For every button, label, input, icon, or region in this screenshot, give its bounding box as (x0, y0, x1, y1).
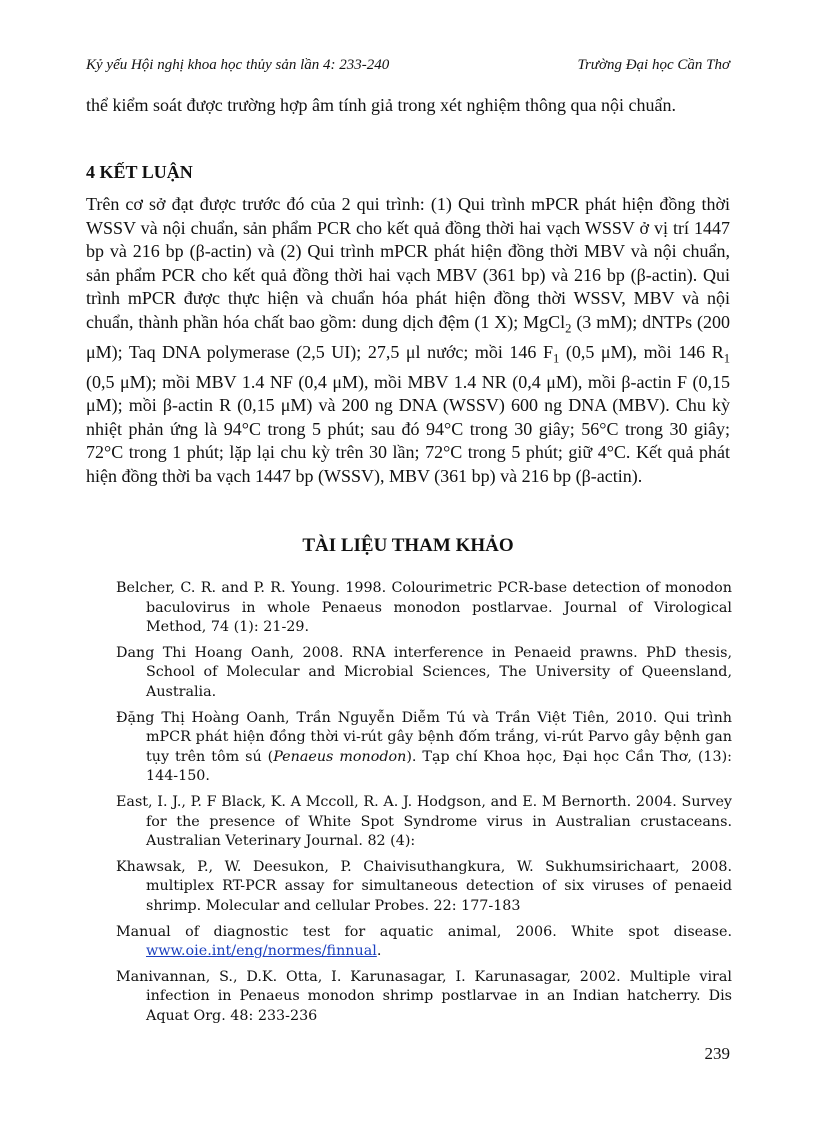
reference-item (116, 579, 732, 638)
references-list (116, 579, 732, 1032)
reference-link[interactable]: www.oie.int/eng/normes/finnual (146, 943, 377, 960)
page-number: 239 (704, 1044, 730, 1063)
references-title: TÀI LIỆU THAM KHẢO (302, 535, 514, 556)
reference-text: Khawsak, P., W. Deesukon, P. Chaivisuthangkura, W. Sukhumsirichaart, 2008. multiplex RT-PCR assay for simultaneous detection of six viruses of penaeid shrimp. Molecular and cellular Probes. 22: 177-183 (116, 858, 732, 914)
subscript: 1 (553, 351, 560, 366)
reference-item (116, 644, 732, 703)
reference-text: Belcher, C. R. and P. R. Young. 1998. Colourimetric PCR-base detection of monodon baculovirus in whole Penaeus monodon postlarvae. Journal of Virological Method, 74 (1): 21-29. (116, 580, 732, 636)
conclusion-text-1: Trên cơ sở đạt được trước đó của 2 qui trình: (1) Qui trình mPCR phát hiện đồng thời WSSV và nội chuẩn, sản phẩm PCR cho kết quả đồng thời hai vạch WSSV ở vị trí 1447 bp và 216 bp (β-actin) và (2) Qui trình mPCR phát hiện đồng thời MBV và nội chuẩn, sản phẩm PCR cho kết quả đồng thời hai vạch MBV (361 bp) và 216 bp (β-actin). Qui trình mPCR được thực hiện và chuẩn hóa phát hiện đồng thời WSSV, MBV và nội chuẩn, thành phần hóa chất bao gồm: dung dịch đệm (1 X); MgCl (86, 194, 730, 332)
reference-text: East, I. J., P. F Black, K. A Mccoll, R. A. J. Hodgson, and E. M Bernorth. 2004. Survey for the presence of White Spot Syndrome virus in Australian crustaceans. Australian Veterinary Journal. 82 (4): (116, 793, 732, 850)
conclusion-text-4: (0,5 μM); mồi MBV 1.4 NF (0,4 μM), mồi MBV 1.4 NR (0,4 μM), mồi β-actin F (0,15 μM); mồi β-actin R (0,15 μM) và 200 ng DNA (WSSV) 600 ng DNA (MBV). Chu kỳ nhiệt phản ứng là 94°C trong 5 phút; sau đó 94°C trong 30 giây; 56°C trong 30 giây; 72°C trong 1 phút; lặp lại chu kỳ trên 30 lần; 72°C trong 5 phút; giữ 4°C. Kết quả phát hiện đồng thời ba vạch 1447 bp (WSSV), MBV (361 bp) và 216 bp (β-actin). (86, 371, 730, 486)
reference-item (116, 709, 732, 787)
conclusion-text-2: (3 mM); dNTPs (200 μM); Taq DNA polymerase (2,5 UI); 27,5 μl nước; mồi 146 F (86, 311, 730, 362)
journal-title: Kỷ yếu Hội nghị khoa học thủy sản lần 4: 233-240 (86, 57, 390, 73)
intro-paragraph: thể kiểm soát được trường hợp âm tính giả trong xét nghiệm thông qua nội chuẩn. (86, 95, 676, 115)
university-name: Trường Đại học Cần Thơ (577, 57, 730, 73)
reference-text: Dang Thi Hoang Oanh, 2008. RNA interference in Penaeid prawns. PhD thesis, School of Molecular and Microbial Sciences, The University of Queensland, Australia. (116, 644, 732, 700)
reference-item (116, 968, 732, 1027)
running-header (86, 57, 730, 79)
reference-text: Manivannan, S., D.K. Otta, I. Karunasagar, I. Karunasagar, 2002. Multiple viral infection in Penaeus monodon shrimp postlarvae in an Indian hatcherry. Dis Aquat Org. 48: 233-236 (116, 968, 732, 1024)
reference-item (116, 923, 732, 962)
conclusion-text-3: (0,5 μM), mồi 146 R (559, 341, 724, 362)
subscript: 1 (723, 351, 730, 366)
reference-item (116, 793, 732, 852)
section-heading: 4 KẾT LUẬN (86, 162, 193, 182)
species-name: Penaeus monodon (273, 748, 407, 765)
subscript: 2 (565, 321, 572, 336)
reference-text: ). Tạp chí Khoa học, Đại học Cần Thơ, (13): 144-150. (146, 748, 732, 785)
conclusion-paragraph (86, 193, 730, 488)
reference-text: Manual of diagnostic test for aquatic animal, 2006. White spot disease. (116, 923, 732, 940)
reference-text: Đặng Thị Hoàng Oanh, Trần Nguyễn Diễm Tú và Trần Việt Tiên, 2010. Qui trình mPCR phát hiện đồng thời vi-rút gây bệnh đốm trắng, vi-rút Parvo gây bệnh gan tụy trên tôm sú ( (116, 709, 732, 765)
reference-item (116, 858, 732, 917)
reference-text: . (376, 943, 382, 960)
